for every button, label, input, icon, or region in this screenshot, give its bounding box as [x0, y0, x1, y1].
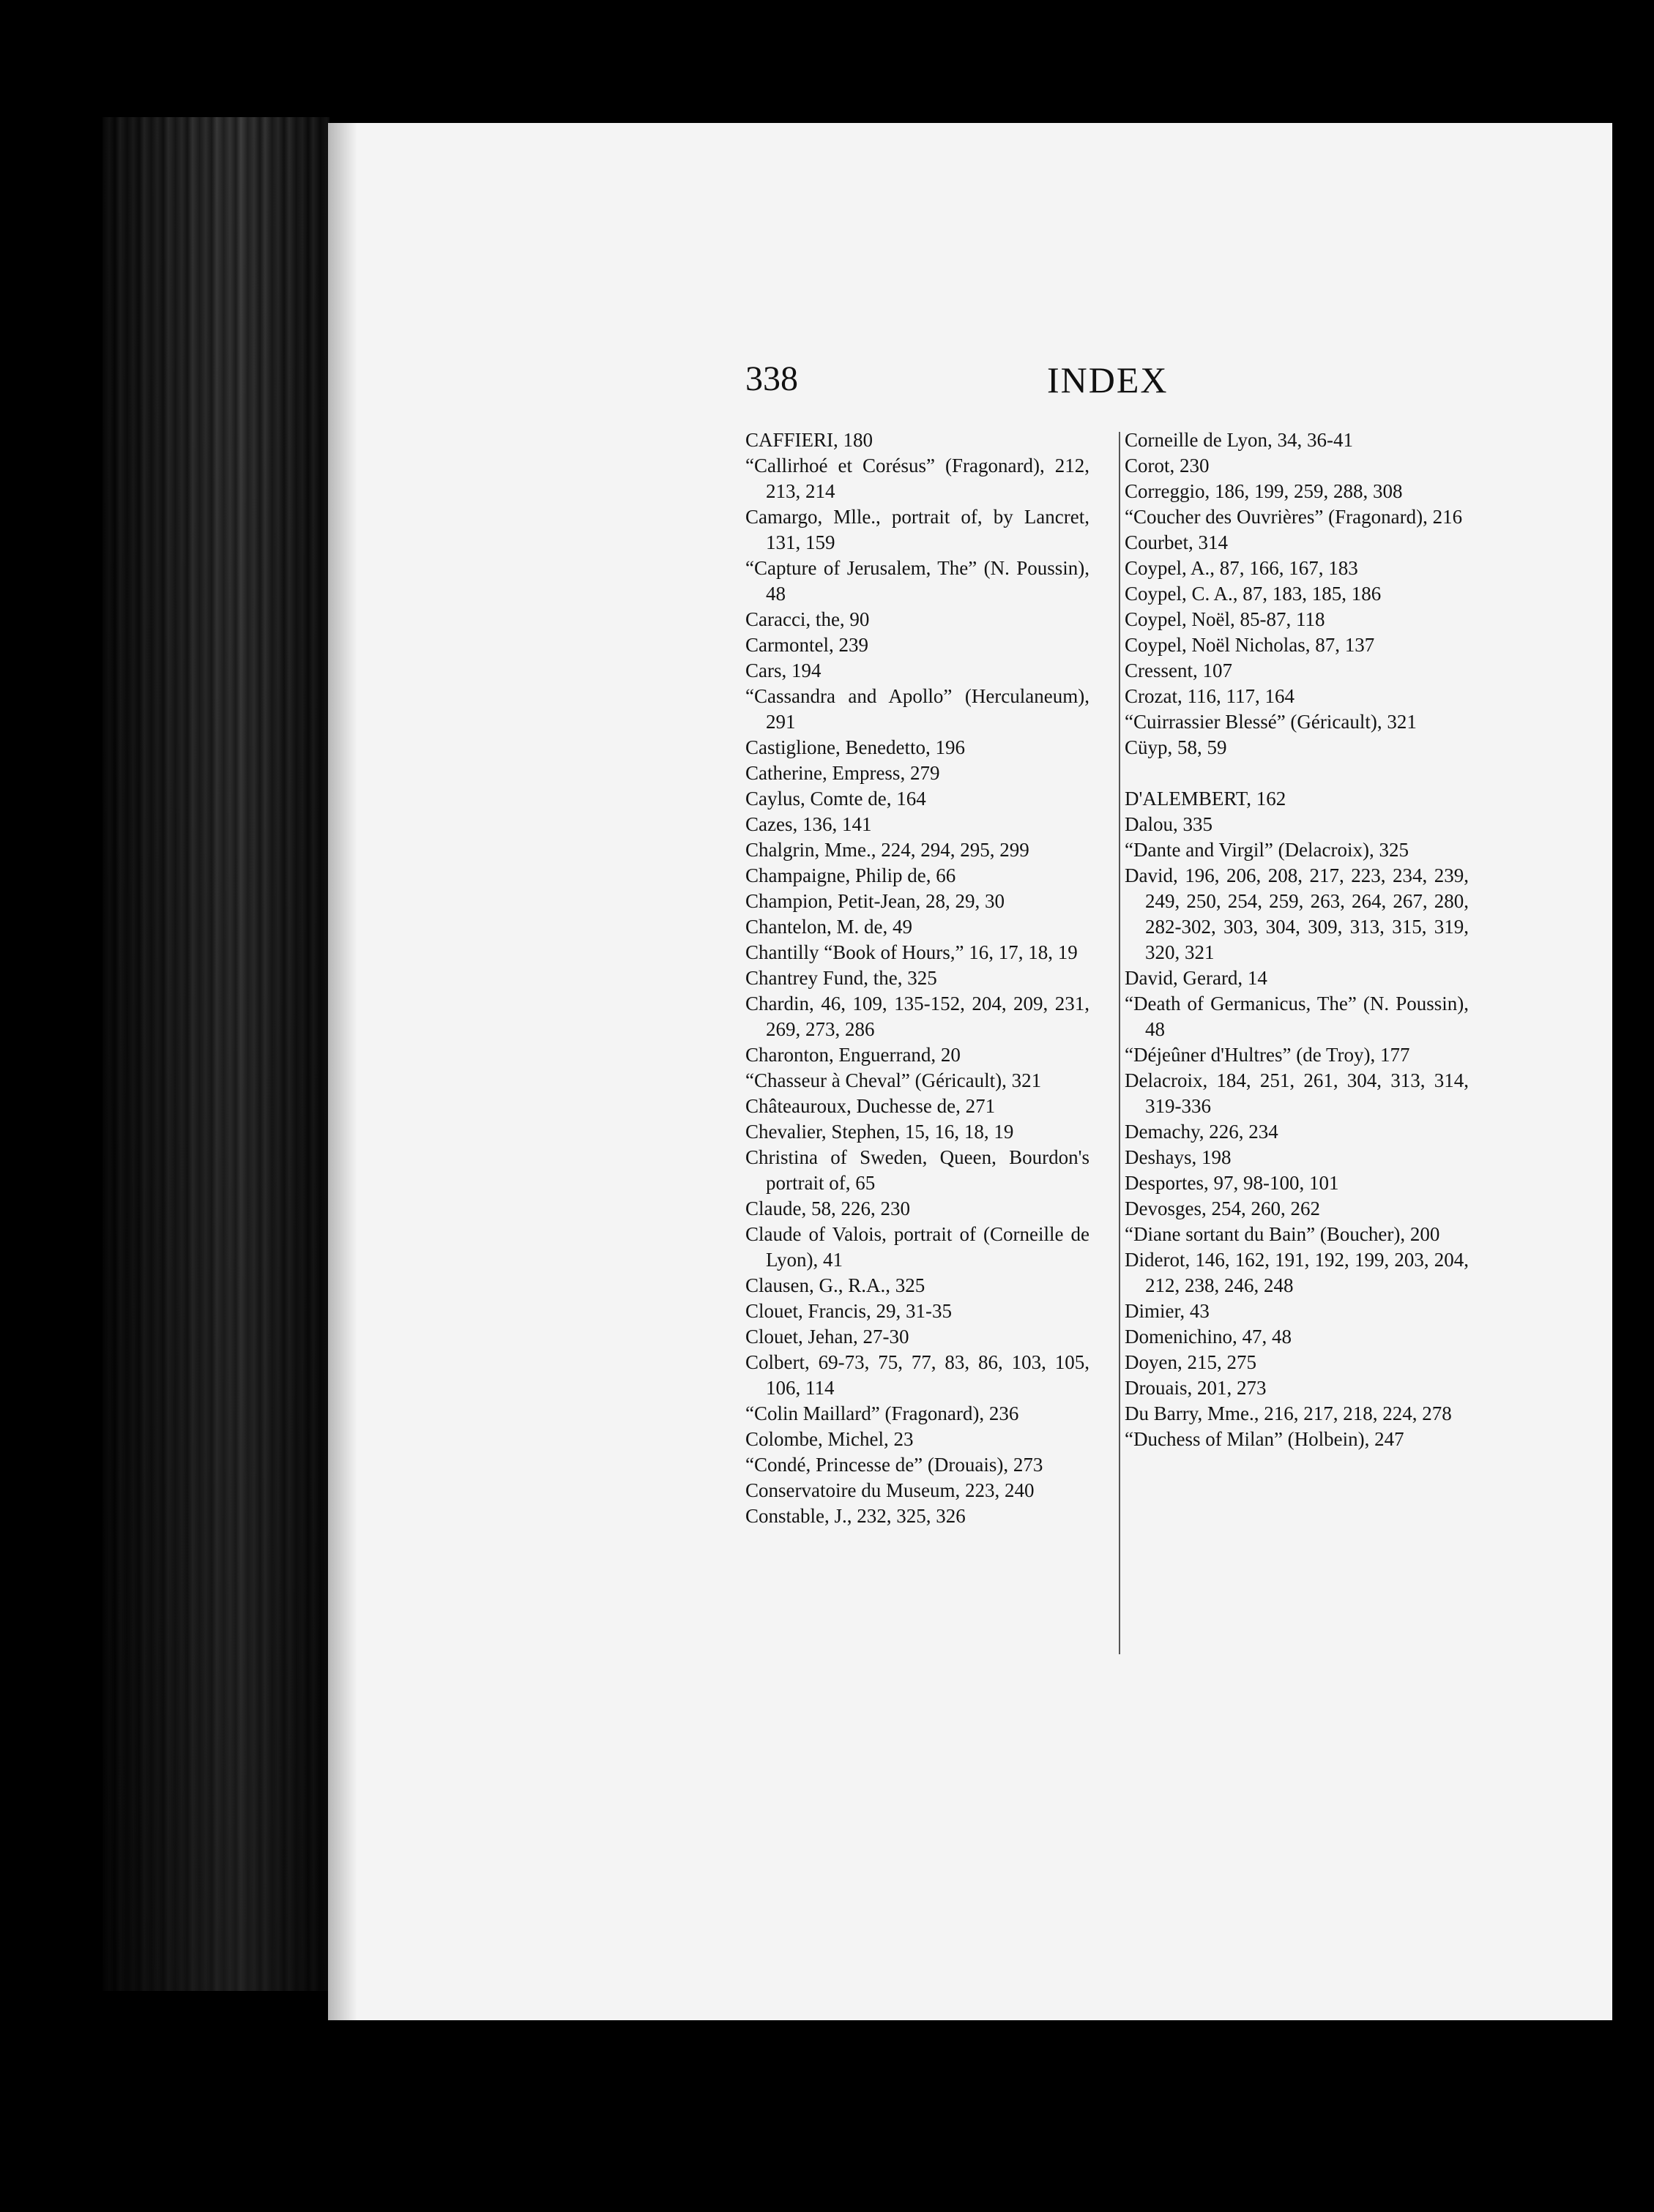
index-entry: “Colin Maillard” (Fragonard), 236: [745, 1402, 1019, 1424]
index-entry: Domenichino, 47, 48: [1125, 1326, 1292, 1348]
index-entry: Colbert, 69-73, 75, 77, 83, 86, 103, 105, 106, 114: [745, 1351, 1089, 1399]
index-entry: Coypel, Noël, 85-87, 118: [1125, 608, 1325, 630]
index-entry: “Coucher des Ouvrières” (Fragonard), 216: [1125, 506, 1463, 528]
index-entry: Doyen, 215, 275: [1125, 1351, 1256, 1373]
column-divider: [1119, 432, 1120, 1654]
index-entry: Delacroix, 184, 251, 261, 304, 313, 314, 319-336: [1125, 1069, 1469, 1117]
index-entry: Chardin, 46, 109, 135-152, 204, 209, 231, 269, 273, 286: [745, 993, 1089, 1040]
page-gutter-shadow: [328, 123, 357, 2020]
index-entry: Clouet, Francis, 29, 31-35: [745, 1300, 952, 1322]
index-entry: Champion, Petit-Jean, 28, 29, 30: [745, 890, 1005, 912]
index-entry: Caylus, Comte de, 164: [745, 788, 926, 810]
index-entry: Camargo, Mlle., portrait of, by Lancret, 131, 159: [745, 506, 1089, 553]
index-entry: Chevalier, Stephen, 15, 16, 18, 19: [745, 1121, 1014, 1143]
index-entry: D'ALEMBERT, 162: [1125, 788, 1286, 810]
index-entry: Clouet, Jehan, 27-30: [745, 1326, 909, 1348]
book-cover-shade: [103, 117, 329, 1991]
index-entry: Chantelon, M. de, 49: [745, 916, 912, 938]
index-entry: Cressent, 107: [1125, 660, 1232, 681]
index-entry: “Diane sortant du Bain” (Boucher), 200: [1125, 1223, 1440, 1245]
index-entry: “Condé, Princesse de” (Drouais), 273: [745, 1454, 1043, 1476]
index-column-right: [1125, 427, 1469, 1452]
index-entry: Courbet, 314: [1125, 531, 1228, 553]
index-entry: Caracci, the, 90: [745, 608, 870, 630]
index-entry: “Déjeûner d'Hultres” (de Troy), 177: [1125, 1044, 1410, 1066]
index-entry: Catherine, Empress, 279: [745, 762, 940, 784]
section-gap: [1125, 761, 1469, 786]
index-entry: “Duchess of Milan” (Holbein), 247: [1125, 1428, 1404, 1450]
index-entry: Claude, 58, 226, 230: [745, 1197, 910, 1219]
index-entry: Crozat, 116, 117, 164: [1125, 685, 1294, 707]
index-entry: Carmontel, 239: [745, 634, 868, 656]
index-entry: Claude of Valois, portrait of (Corneille de Lyon), 41: [745, 1223, 1089, 1271]
index-entry: Deshays, 198: [1125, 1146, 1232, 1168]
index-entry: Correggio, 186, 199, 259, 288, 308: [1125, 480, 1403, 502]
index-entry: Dalou, 335: [1125, 813, 1212, 835]
index-entry: Champaigne, Philip de, 66: [745, 864, 956, 886]
page-header: [745, 359, 1478, 410]
index-column-left: [745, 427, 1089, 1529]
index-entry: Chalgrin, Mme., 224, 294, 295, 299: [745, 839, 1029, 861]
index-entry: Constable, J., 232, 325, 326: [745, 1505, 966, 1527]
index-entry: Castiglione, Benedetto, 196: [745, 736, 965, 758]
index-entry: “Dante and Virgil” (Delacroix), 325: [1125, 839, 1409, 861]
index-entry: Cars, 194: [745, 660, 822, 681]
index-entry: Christina of Sweden, Queen, Bourdon's portrait of, 65: [745, 1146, 1089, 1194]
index-entry: “Callirhoé et Corésus” (Fragonard), 212, 213, 214: [745, 455, 1089, 502]
index-entry: Desportes, 97, 98-100, 101: [1125, 1172, 1339, 1194]
index-entry: Chantrey Fund, the, 325: [745, 967, 937, 989]
page-number: 338: [745, 359, 798, 398]
index-entry: Conservatoire du Museum, 223, 240: [745, 1479, 1035, 1501]
index-entry: “Cassandra and Apollo” (Herculaneum), 291: [745, 685, 1089, 733]
page-heading: INDEX: [1047, 359, 1169, 400]
index-entry: CAFFIERI, 180: [745, 429, 873, 451]
index-entry: Colombe, Michel, 23: [745, 1428, 914, 1450]
index-entry: “Death of Germanicus, The” (N. Poussin), 48: [1125, 993, 1469, 1040]
index-entry: Charonton, Enguerrand, 20: [745, 1044, 961, 1066]
index-entry: Devosges, 254, 260, 262: [1125, 1197, 1320, 1219]
index-entry: Demachy, 226, 234: [1125, 1121, 1278, 1143]
index-entry: Cazes, 136, 141: [745, 813, 872, 835]
index-entry: Corot, 230: [1125, 455, 1210, 477]
index-entry: David, 196, 206, 208, 217, 223, 234, 239, 249, 250, 254, 259, 263, 264, 267, 280, 282-302, 303, 304, 309, 313, 315, 319, 320, 321: [1125, 864, 1469, 963]
index-entry: “Cuirrassier Blessé” (Géricault), 321: [1125, 711, 1417, 733]
index-entry: Drouais, 201, 273: [1125, 1377, 1267, 1399]
index-entry: Du Barry, Mme., 216, 217, 218, 224, 278: [1125, 1402, 1452, 1424]
index-entry: Châteauroux, Duchesse de, 271: [745, 1095, 996, 1117]
index-entry: Coypel, A., 87, 166, 167, 183: [1125, 557, 1358, 579]
index-entry: Chantilly “Book of Hours,” 16, 17, 18, 19: [745, 941, 1078, 963]
index-entry: Cüyp, 58, 59: [1125, 736, 1227, 758]
index-entry: Corneille de Lyon, 34, 36-41: [1125, 429, 1353, 451]
index-entry: “Chasseur à Cheval” (Géricault), 321: [745, 1069, 1042, 1091]
index-entry: Diderot, 146, 162, 191, 192, 199, 203, 204, 212, 238, 246, 248: [1125, 1249, 1469, 1296]
index-entry: David, Gerard, 14: [1125, 967, 1267, 989]
index-entry: Coypel, C. A., 87, 183, 185, 186: [1125, 583, 1382, 605]
index-entry: Clausen, G., R.A., 325: [745, 1274, 925, 1296]
index-entry: Coypel, Noël Nicholas, 87, 137: [1125, 634, 1375, 656]
index-entry: “Capture of Jerusalem, The” (N. Poussin), 48: [745, 557, 1089, 605]
index-entry: Dimier, 43: [1125, 1300, 1210, 1322]
